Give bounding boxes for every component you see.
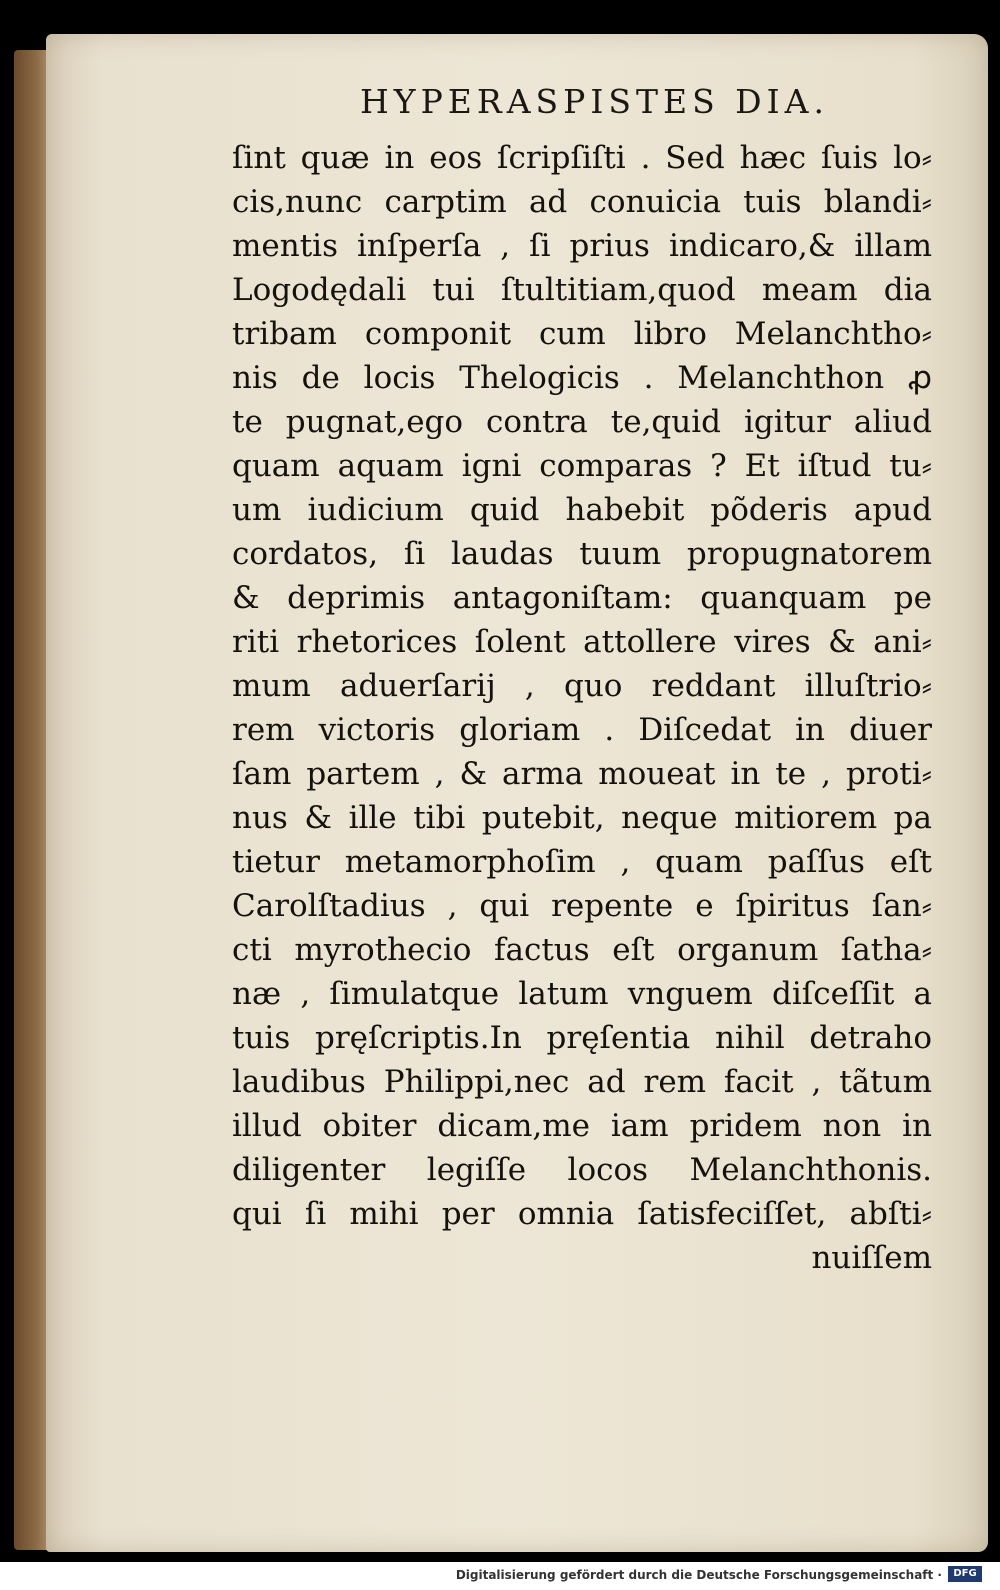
text-line: tribam componit cum libro Melanchtho⸗: [232, 316, 932, 352]
text-line: tuis pręſcriptis.In pręſentia nihil detraho: [232, 1020, 932, 1056]
text-line: diligenter legiſſe locos Melanchthonis.: [232, 1152, 932, 1188]
text-line: Carolſtadius , qui repente e ſpiritus ſan⸗: [232, 888, 932, 924]
text-line: mum aduerſarij , quo reddant illuſtrio⸗: [232, 668, 932, 704]
text-line: quam aquam igni comparas ? Et iſtud tu⸗: [232, 448, 932, 484]
text-line: ſint quæ in eos ſcripſiſti . Sed hæc ſuis lo⸗: [232, 140, 932, 176]
page-body: [232, 136, 932, 1280]
text-line: ſam partem , & arma moueat in te , proti⸗: [232, 756, 932, 792]
text-line: cti myrothecio factus eſt organum ſatha⸗: [232, 932, 932, 968]
text-line: laudibus Philippi,nec ad rem facit , tãtum: [232, 1064, 932, 1100]
text-line: & deprimis antagoniſtam: quanquam pe: [232, 580, 932, 616]
running-header: HYPERASPISTES DIA.: [360, 82, 830, 121]
text-line: Logodędali tui ſtultitiam,quod meam dia: [232, 272, 932, 308]
text-line: mentis inſperſa , ſi prius indicaro,& illam: [232, 228, 932, 264]
text-line: nis de locis Thelogicis . Melanchthon ꝓ: [232, 360, 932, 396]
text-line: næ , ſimulatque latum vnguem diſceſſit a: [232, 976, 932, 1012]
text-line: cis,nunc carptim ad conuicia tuis blandi⸗: [232, 184, 932, 220]
text-line: illud obiter dicam,me iam pridem non in: [232, 1108, 932, 1144]
text-line: cordatos, ſi laudas tuum propugnatorem: [232, 536, 932, 572]
text-line: te pugnat,ego contra te,quid igitur aliud: [232, 404, 932, 440]
text-line: qui ſi mihi per omnia ſatisfeciſſet, abſti⸗: [232, 1196, 932, 1232]
text-line: nus & ille tibi putebit, neque mitiorem pa: [232, 800, 932, 836]
text-line: tietur metamorphoſim , quam paſſus eſt: [232, 844, 932, 880]
text-line: riti rhetorices ſolent attollere vires & ani⸗: [232, 624, 932, 660]
digitization-credit: Digitalisierung gefördert durch die Deutsche Forschungsgemeinschaft ·: [455, 1568, 942, 1582]
dfg-logo-icon: DFG: [948, 1566, 982, 1582]
text-line: um iudicium quid habebit põderis apud: [232, 492, 932, 528]
catchword: nuiſſem: [811, 1240, 932, 1276]
text-line: rem victoris gloriam . Diſcedat in diuer: [232, 712, 932, 748]
